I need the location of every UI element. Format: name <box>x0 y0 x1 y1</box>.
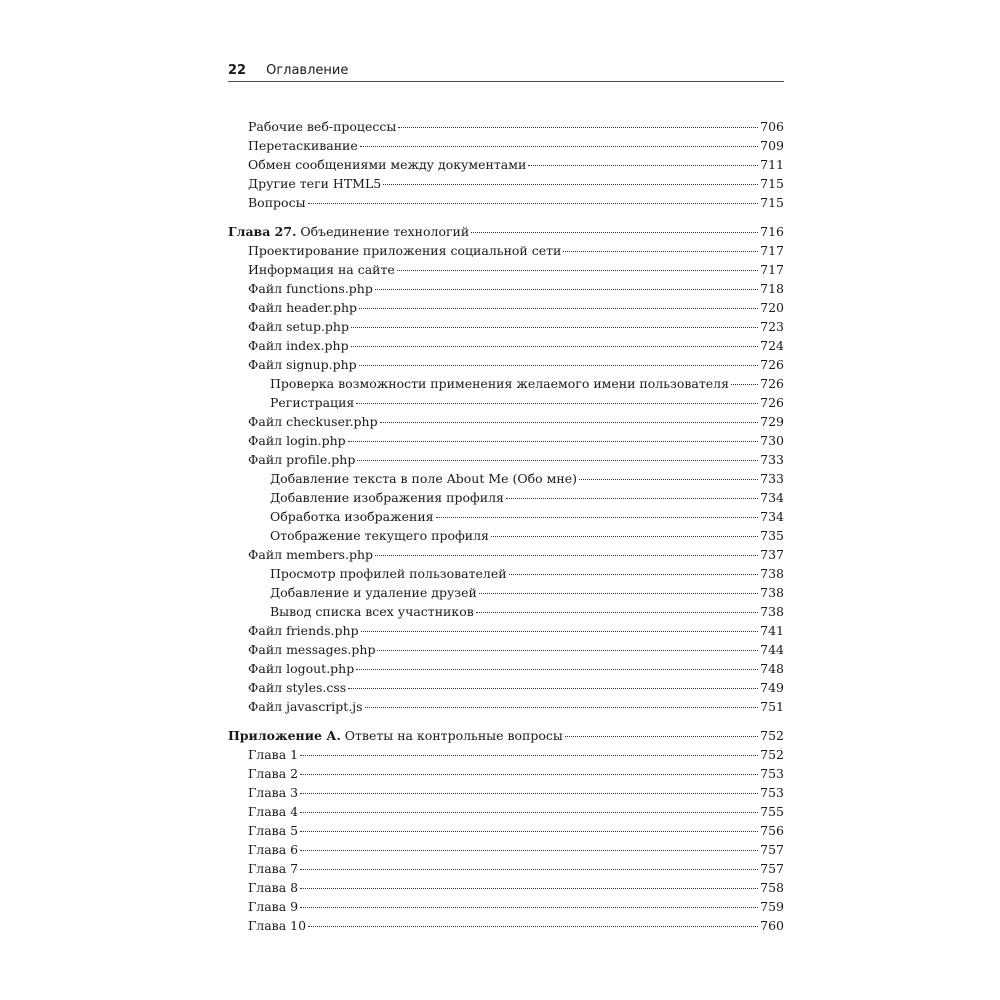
toc-title-text: Файл signup.php <box>248 357 357 372</box>
toc-section-entry[interactable] <box>228 783 784 802</box>
toc-entry-title <box>248 241 561 260</box>
toc-title-text: Добавление и удаление друзей <box>270 585 477 600</box>
toc-entry-title <box>248 840 298 859</box>
toc-page-number: 734 <box>760 509 784 524</box>
toc-entry-title <box>248 821 298 840</box>
dot-leader <box>300 888 758 889</box>
toc-section-entry[interactable] <box>228 117 784 136</box>
toc-section-entry[interactable] <box>228 136 784 155</box>
dot-leader <box>348 688 758 689</box>
toc-page-number: 720 <box>760 300 784 315</box>
toc-subsection-entry[interactable] <box>228 469 784 488</box>
dot-leader <box>471 232 758 233</box>
toc-title-text: Отображение текущего профиля <box>270 528 489 543</box>
toc-section-entry[interactable] <box>228 545 784 564</box>
toc-entry-title <box>248 155 526 174</box>
toc-entry-title <box>270 374 729 393</box>
toc-title-text: Глава 9 <box>248 899 299 914</box>
toc-page-number: 733 <box>760 452 784 467</box>
toc-page-number: 734 <box>760 490 784 505</box>
toc-entry-title <box>248 621 359 640</box>
toc-section-entry[interactable] <box>228 355 784 374</box>
toc-title-text: Глава 8 <box>248 880 299 895</box>
toc-entry-title <box>248 802 298 821</box>
dot-leader <box>375 555 758 556</box>
toc-page-number: 717 <box>760 243 784 258</box>
toc-subsection-entry[interactable] <box>228 374 784 393</box>
toc-section-entry[interactable] <box>228 412 784 431</box>
toc-section-entry[interactable] <box>228 450 784 469</box>
toc-page-number: 757 <box>760 861 784 876</box>
dot-leader <box>300 907 758 908</box>
toc-title-text: Файл javascript.js <box>248 699 363 714</box>
toc-section-entry[interactable] <box>228 193 784 212</box>
toc-entry-title <box>248 697 363 716</box>
page-number: 22 <box>228 63 247 78</box>
toc-entry-title <box>248 640 375 659</box>
toc-page-number: 737 <box>760 547 784 562</box>
dot-leader <box>348 441 758 442</box>
dot-leader <box>528 165 758 166</box>
toc-page-number: 729 <box>760 414 784 429</box>
section-gap <box>228 212 784 222</box>
toc-title-text: Добавление текста в поле About Me (Обо мне) <box>270 471 577 486</box>
toc-page-number: 718 <box>760 281 784 296</box>
toc-section-entry[interactable] <box>228 317 784 336</box>
dot-leader <box>308 926 758 927</box>
toc-page-number: 738 <box>760 566 784 581</box>
toc-page-number: 726 <box>760 395 784 410</box>
toc-chapter-prefix: Приложение А. <box>228 728 341 743</box>
toc-page-number: 756 <box>760 823 784 838</box>
toc-title-text: Регистрация <box>270 395 355 410</box>
toc-page-number: 741 <box>760 623 784 638</box>
dot-leader <box>351 346 759 347</box>
toc-section-entry[interactable] <box>228 621 784 640</box>
toc-page-number: 752 <box>760 728 784 743</box>
dot-leader <box>436 517 759 518</box>
toc-entry-title <box>248 431 346 450</box>
toc-entry-title <box>228 726 563 745</box>
dot-leader <box>300 812 758 813</box>
dot-leader <box>300 793 758 794</box>
toc-entry-title <box>248 878 298 897</box>
toc-page-number: 723 <box>760 319 784 334</box>
toc-entry-title <box>248 136 358 155</box>
table-of-contents <box>228 117 784 935</box>
toc-page-number: 759 <box>760 899 784 914</box>
toc-page-number: 735 <box>760 528 784 543</box>
toc-chapter-entry[interactable] <box>228 726 784 745</box>
toc-title-text: Глава 5 <box>248 823 299 838</box>
toc-entry-title <box>248 174 381 193</box>
toc-title-text: Файл functions.php <box>248 281 373 296</box>
toc-entry-title <box>270 507 434 526</box>
dot-leader <box>383 184 758 185</box>
dot-leader <box>479 593 758 594</box>
toc-entry-title <box>270 583 477 602</box>
toc-entry-title <box>248 859 298 878</box>
toc-entry-title <box>248 450 355 469</box>
dot-leader <box>491 536 758 537</box>
dot-leader <box>356 669 758 670</box>
toc-page-number: 709 <box>760 138 784 153</box>
toc-page-number: 726 <box>760 376 784 391</box>
toc-section-entry[interactable] <box>228 174 784 193</box>
toc-page-number: 758 <box>760 880 784 895</box>
toc-page-number: 730 <box>760 433 784 448</box>
toc-title-text: Проверка возможности применения желаемого имени пользователя <box>270 376 729 391</box>
toc-title-text: Файл messages.php <box>248 642 376 657</box>
dot-leader <box>300 774 758 775</box>
toc-title-text: Обработка изображения <box>270 509 434 524</box>
section-gap <box>228 716 784 726</box>
toc-page-number: 733 <box>760 471 784 486</box>
toc-entry-title <box>248 659 354 678</box>
dot-leader <box>398 127 758 128</box>
toc-section-entry[interactable] <box>228 260 784 279</box>
dot-leader <box>506 498 758 499</box>
toc-title-text: Проектирование приложения социальной сети <box>248 243 562 258</box>
toc-entry-title <box>248 298 357 317</box>
toc-section-entry[interactable] <box>228 678 784 697</box>
toc-page-number: 753 <box>760 766 784 781</box>
toc-page-number: 715 <box>760 195 784 210</box>
dot-leader <box>300 831 758 832</box>
toc-entry-title <box>228 222 469 241</box>
toc-entry-title <box>248 412 378 431</box>
toc-page-number: 715 <box>760 176 784 191</box>
toc-entry-title <box>248 260 395 279</box>
toc-chapter-entry[interactable] <box>228 222 784 241</box>
toc-entry-title <box>270 469 577 488</box>
toc-title-text: Перетаскивание <box>248 138 358 153</box>
toc-title-text: Глава 10 <box>248 918 307 933</box>
toc-section-entry[interactable] <box>228 336 784 355</box>
dot-leader <box>356 403 758 404</box>
dot-leader <box>565 736 758 737</box>
dot-leader <box>359 365 759 366</box>
toc-title-text: Глава 1 <box>248 747 299 762</box>
dot-leader <box>375 289 758 290</box>
toc-title-text: Файл checkuser.php <box>248 414 378 429</box>
toc-section-entry[interactable] <box>228 745 784 764</box>
dot-leader <box>476 612 758 613</box>
running-title: Оглавление <box>266 63 349 78</box>
toc-title-text: Другие теги HTML5 <box>248 176 382 191</box>
toc-title-text: Файл styles.css <box>248 680 347 695</box>
toc-title-text: Ответы на контрольные вопросы <box>340 728 563 743</box>
toc-title-text: Информация на сайте <box>248 262 395 277</box>
toc-entry-title <box>248 764 298 783</box>
toc-page-number: 748 <box>760 661 784 676</box>
toc-page-number: 711 <box>760 157 784 172</box>
toc-title-text: Файл logout.php <box>248 661 355 676</box>
toc-title-text: Добавление изображения профиля <box>270 490 504 505</box>
dot-leader <box>380 422 759 423</box>
toc-subsection-entry[interactable] <box>228 393 784 412</box>
toc-entry-title <box>248 355 357 374</box>
toc-entry-title <box>270 393 354 412</box>
toc-entry-title <box>248 916 306 935</box>
toc-title-text: Обмен сообщениями между документами <box>248 157 527 172</box>
toc-page-number: 757 <box>760 842 784 857</box>
toc-page-number: 738 <box>760 585 784 600</box>
toc-title-text: Глава 2 <box>248 766 299 781</box>
toc-page-number: 716 <box>760 224 784 239</box>
toc-page-number: 717 <box>760 262 784 277</box>
toc-entry-title <box>248 545 373 564</box>
toc-entry-title <box>270 526 489 545</box>
toc-page-number: 760 <box>760 918 784 933</box>
toc-section-entry[interactable] <box>228 697 784 716</box>
dot-leader <box>361 631 759 632</box>
toc-title-text: Глава 3 <box>248 785 299 800</box>
dot-leader <box>308 203 759 204</box>
toc-title-text: Файл friends.php <box>248 623 359 638</box>
toc-section-entry[interactable] <box>228 859 784 878</box>
toc-title-text: Файл index.php <box>248 338 349 353</box>
toc-entry-title <box>248 193 306 212</box>
toc-title-text: Файл header.php <box>248 300 358 315</box>
toc-subsection-entry[interactable] <box>228 526 784 545</box>
dot-leader <box>579 479 758 480</box>
toc-entry-title <box>270 564 507 583</box>
toc-page-number: 752 <box>760 747 784 762</box>
dot-leader <box>397 270 758 271</box>
dot-leader <box>365 707 759 708</box>
toc-page-number: 744 <box>760 642 784 657</box>
toc-subsection-entry[interactable] <box>228 602 784 621</box>
dot-leader <box>357 460 758 461</box>
toc-section-entry[interactable] <box>228 802 784 821</box>
toc-section-entry[interactable] <box>228 916 784 935</box>
toc-title-text: Глава 4 <box>248 804 299 819</box>
toc-page-number: 738 <box>760 604 784 619</box>
toc-section-entry[interactable] <box>228 821 784 840</box>
toc-title-text: Файл members.php <box>248 547 373 562</box>
toc-section-entry[interactable] <box>228 897 784 916</box>
toc-entry-title <box>248 678 346 697</box>
toc-subsection-entry[interactable] <box>228 488 784 507</box>
toc-title-text: Глава 6 <box>248 842 299 857</box>
toc-entry-title <box>248 317 349 336</box>
dot-leader <box>300 755 758 756</box>
toc-title-text: Файл login.php <box>248 433 346 448</box>
toc-title-text: Объединение технологий <box>296 224 470 239</box>
dot-leader <box>359 308 758 309</box>
toc-title-text: Просмотр профилей пользователей <box>270 566 507 581</box>
toc-section-entry[interactable] <box>228 878 784 897</box>
toc-section-entry[interactable] <box>228 840 784 859</box>
toc-section-entry[interactable] <box>228 659 784 678</box>
toc-subsection-entry[interactable] <box>228 564 784 583</box>
dot-leader <box>300 869 758 870</box>
toc-section-entry[interactable] <box>228 298 784 317</box>
toc-page-number: 724 <box>760 338 784 353</box>
toc-chapter-prefix: Глава 27. <box>228 224 297 239</box>
toc-page-number: 726 <box>760 357 784 372</box>
dot-leader <box>300 850 758 851</box>
toc-section-entry[interactable] <box>228 241 784 260</box>
toc-entry-title <box>270 602 474 621</box>
toc-page-number: 749 <box>760 680 784 695</box>
dot-leader <box>360 146 758 147</box>
toc-entry-title <box>248 783 298 802</box>
dot-leader <box>731 384 758 385</box>
dot-leader <box>351 327 758 328</box>
toc-page-number: 753 <box>760 785 784 800</box>
toc-entry-title <box>270 488 504 507</box>
toc-section-entry[interactable] <box>228 640 784 659</box>
toc-title-text: Вопросы <box>248 195 306 210</box>
toc-entry-title <box>248 279 373 298</box>
toc-section-entry[interactable] <box>228 764 784 783</box>
toc-subsection-entry[interactable] <box>228 507 784 526</box>
page-header <box>228 58 784 82</box>
toc-entry-title <box>248 117 396 136</box>
toc-title-text: Файл profile.php <box>248 452 356 467</box>
dot-leader <box>377 650 758 651</box>
toc-title-text: Файл setup.php <box>248 319 349 334</box>
dot-leader <box>509 574 759 575</box>
toc-title-text: Вывод списка всех участников <box>270 604 474 619</box>
toc-page-number: 706 <box>760 119 784 134</box>
toc-title-text: Глава 7 <box>248 861 299 876</box>
toc-section-entry[interactable] <box>228 431 784 450</box>
toc-entry-title <box>248 897 298 916</box>
toc-section-entry[interactable] <box>228 279 784 298</box>
toc-page-number: 751 <box>760 699 784 714</box>
toc-subsection-entry[interactable] <box>228 583 784 602</box>
dot-leader <box>563 251 758 252</box>
toc-page-number: 755 <box>760 804 784 819</box>
toc-title-text: Рабочие веб-процессы <box>248 119 397 134</box>
toc-section-entry[interactable] <box>228 155 784 174</box>
toc-entry-title <box>248 745 298 764</box>
toc-entry-title <box>248 336 349 355</box>
